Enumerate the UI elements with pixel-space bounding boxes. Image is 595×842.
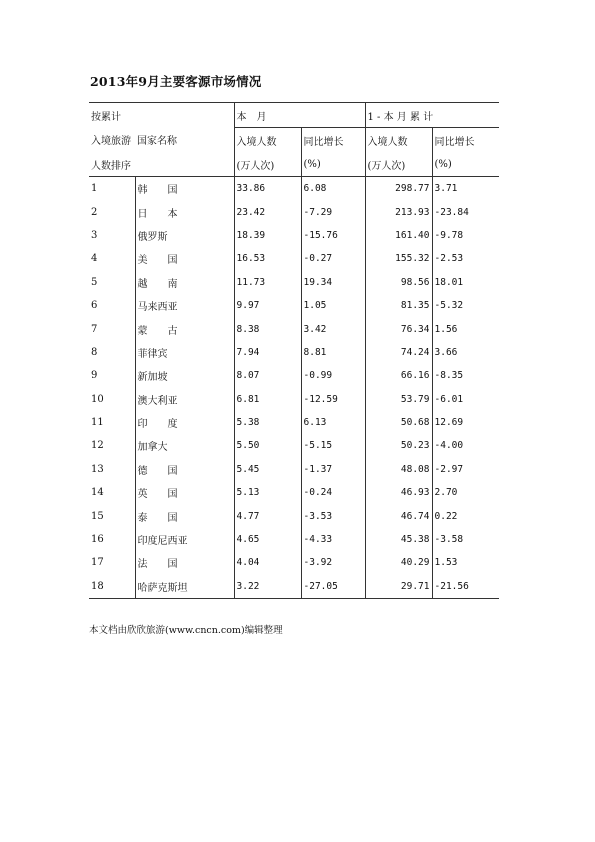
ytd-arrivals-cell: 53.79 <box>365 388 432 411</box>
table-row <box>89 224 499 247</box>
rank-cell: 10 <box>91 393 104 405</box>
ytd-arrivals-cell: 46.93 <box>365 481 432 504</box>
month-arrivals-cell: 5.38 <box>234 411 301 434</box>
month-arrivals-cell: 5.50 <box>234 434 301 457</box>
rank-cell: 1 <box>91 183 98 195</box>
month-arrivals-cell: 5.45 <box>234 458 301 481</box>
rank-cell: 12 <box>91 440 104 452</box>
month-growth-cell: -12.59 <box>301 388 365 411</box>
table-row <box>89 575 499 599</box>
ytd-growth-cell: 2.70 <box>432 481 499 504</box>
country-cell: 新加坡 <box>135 364 234 387</box>
month-arrivals-cell: 11.73 <box>234 271 301 294</box>
month-group-header: 本 月 <box>234 103 365 128</box>
country-cell: 加拿大 <box>135 434 234 457</box>
ytd-arrivals-cell: 40.29 <box>365 551 432 574</box>
table-row <box>89 458 499 481</box>
ytd-growth-cell: -2.97 <box>432 458 499 481</box>
month-arrivals-cell: 8.38 <box>234 317 301 340</box>
month-arrivals-cell: 9.97 <box>234 294 301 317</box>
source-note: 本文档由欣欣旅游(www.cncn.com)编辑整理 <box>89 625 283 636</box>
month-growth-cell: 1.05 <box>301 294 365 317</box>
ytd-growth-cell: -6.01 <box>432 388 499 411</box>
ytd-arrivals-cell: 48.08 <box>365 458 432 481</box>
country-cell: 美 国 <box>135 247 234 270</box>
ytd-arrivals-cell: 50.23 <box>365 434 432 457</box>
ytd-growth-cell: -4.00 <box>432 434 499 457</box>
country-cell: 韩 国 <box>135 177 234 201</box>
month-arrivals-cell: 4.65 <box>234 528 301 551</box>
month-arrivals-cell: 23.42 <box>234 200 301 223</box>
table-row <box>89 504 499 527</box>
month-arrivals-cell: 7.94 <box>234 341 301 364</box>
table-row <box>89 200 499 223</box>
month-arrivals-cell: 16.53 <box>234 247 301 270</box>
rank-cell: 18 <box>89 575 135 599</box>
country-cell: 德 国 <box>135 458 234 481</box>
arrivals-header-line2: (万人次) <box>234 152 301 177</box>
ytd-arrivals-cell: 213.93 <box>365 200 432 223</box>
ytd-arrivals-cell: 50.68 <box>365 411 432 434</box>
rank-cell: 11 <box>91 417 104 429</box>
country-cell: 英 国 <box>135 481 234 504</box>
month-growth-cell: 6.13 <box>301 411 365 434</box>
ytd-arrivals-cell: 81.35 <box>365 294 432 317</box>
country-header: 国家名称 <box>137 136 177 148</box>
ytd-growth-header-line2: (%) <box>432 152 499 177</box>
month-growth-cell: -3.53 <box>301 504 365 527</box>
ytd-growth-cell: -21.56 <box>432 575 499 599</box>
country-cell: 马来西亚 <box>135 294 234 317</box>
month-growth-cell: 8.81 <box>301 341 365 364</box>
month-arrivals-cell: 33.86 <box>234 177 301 201</box>
rank-cell: 17 <box>91 557 104 569</box>
market-table <box>89 102 499 599</box>
month-growth-cell: -0.24 <box>301 481 365 504</box>
month-growth-cell: -5.15 <box>301 434 365 457</box>
table-row <box>89 481 499 504</box>
month-growth-cell: 19.34 <box>301 271 365 294</box>
month-growth-cell: -1.37 <box>301 458 365 481</box>
table-row <box>89 317 499 340</box>
rank-cell: 3 <box>91 229 98 241</box>
ytd-arrivals-cell: 46.74 <box>365 504 432 527</box>
ytd-growth-cell: 1.56 <box>432 317 499 340</box>
rank-cell: 9 <box>91 370 98 382</box>
ytd-arrivals-cell: 66.16 <box>365 364 432 387</box>
table-row <box>89 294 499 317</box>
table-row <box>89 528 499 551</box>
ytd-growth-cell: -2.53 <box>432 247 499 270</box>
growth-header-line2: (%) <box>301 152 365 177</box>
rank-cell: 4 <box>91 253 98 265</box>
month-growth-cell: -27.05 <box>301 575 365 599</box>
ytd-growth-cell: 1.53 <box>432 551 499 574</box>
ytd-arrivals-cell: 74.24 <box>365 341 432 364</box>
ytd-growth-cell: 0.22 <box>432 504 499 527</box>
month-arrivals-cell: 4.77 <box>234 504 301 527</box>
month-growth-cell: -15.76 <box>301 224 365 247</box>
month-growth-cell: -0.27 <box>301 247 365 270</box>
ytd-arrivals-cell: 45.38 <box>365 528 432 551</box>
month-growth-cell: -0.99 <box>301 364 365 387</box>
month-growth-cell: -3.92 <box>301 551 365 574</box>
table-row <box>89 177 499 201</box>
month-growth-cell: 3.42 <box>301 317 365 340</box>
table-row <box>89 388 499 411</box>
table-row <box>89 247 499 270</box>
country-cell: 越 南 <box>135 271 234 294</box>
ytd-arrivals-cell: 298.77 <box>365 177 432 201</box>
ytd-growth-cell: 3.66 <box>432 341 499 364</box>
ytd-growth-cell: -5.32 <box>432 294 499 317</box>
table-row <box>89 364 499 387</box>
country-cell: 印度尼西亚 <box>135 528 234 551</box>
table-row <box>89 271 499 294</box>
rank-cell: 5 <box>91 276 98 288</box>
table-row <box>89 341 499 364</box>
table-row <box>89 411 499 434</box>
month-arrivals-cell: 4.04 <box>234 551 301 574</box>
country-cell: 法 国 <box>135 551 234 574</box>
rank-cell: 13 <box>91 463 104 475</box>
table-row <box>89 434 499 457</box>
ytd-arrivals-cell: 29.71 <box>365 575 432 599</box>
month-arrivals-cell: 5.13 <box>234 481 301 504</box>
month-growth-cell: -4.33 <box>301 528 365 551</box>
arrivals-header-line1: 入境人数 <box>234 128 301 153</box>
month-growth-cell: -7.29 <box>301 200 365 223</box>
ytd-arrivals-header-line2: (万人次) <box>365 152 432 177</box>
country-cell: 哈萨克斯坦 <box>135 575 234 599</box>
rank-cell: 6 <box>91 300 98 312</box>
rank-cell: 7 <box>91 323 98 335</box>
country-cell: 泰 国 <box>135 504 234 527</box>
month-arrivals-cell: 6.81 <box>234 388 301 411</box>
month-arrivals-cell: 18.39 <box>234 224 301 247</box>
ytd-growth-cell: -8.35 <box>432 364 499 387</box>
rank-header-line2: 入境旅游 <box>91 136 131 148</box>
ytd-growth-cell: 12.69 <box>432 411 499 434</box>
rank-cell: 2 <box>91 206 98 218</box>
ytd-arrivals-cell: 98.56 <box>365 271 432 294</box>
rank-cell: 8 <box>91 346 98 358</box>
country-cell: 澳大利亚 <box>135 388 234 411</box>
ytd-arrivals-cell: 155.32 <box>365 247 432 270</box>
ytd-growth-cell: -9.78 <box>432 224 499 247</box>
ytd-growth-header-line1: 同比增长 <box>432 128 499 153</box>
month-arrivals-cell: 3.22 <box>234 575 301 599</box>
rank-cell: 14 <box>91 487 104 499</box>
ytd-growth-cell: 18.01 <box>432 271 499 294</box>
ytd-arrivals-cell: 161.40 <box>365 224 432 247</box>
ytd-growth-cell: -23.84 <box>432 200 499 223</box>
rank-cell: 15 <box>91 510 104 522</box>
growth-header-line1: 同比增长 <box>301 128 365 153</box>
table-row <box>89 551 499 574</box>
country-cell: 日 本 <box>135 200 234 223</box>
rank-header-line3: 人数排序 <box>89 152 135 177</box>
month-arrivals-cell: 8.07 <box>234 364 301 387</box>
country-cell: 蒙 古 <box>135 317 234 340</box>
ytd-growth-cell: 3.71 <box>432 177 499 201</box>
country-cell: 印 度 <box>135 411 234 434</box>
rank-cell: 16 <box>91 534 104 546</box>
month-growth-cell: 6.08 <box>301 177 365 201</box>
ytd-arrivals-header-line1: 入境人数 <box>365 128 432 153</box>
country-cell: 俄罗斯 <box>135 224 234 247</box>
rank-header-line1: 按累计 <box>89 103 135 128</box>
page-title: 2013年9月主要客源市场情况 <box>90 74 262 89</box>
country-cell: 菲律宾 <box>135 341 234 364</box>
ytd-group-header: 1 - 本 月 累 计 <box>365 103 499 128</box>
ytd-arrivals-cell: 76.34 <box>365 317 432 340</box>
ytd-growth-cell: -3.58 <box>432 528 499 551</box>
